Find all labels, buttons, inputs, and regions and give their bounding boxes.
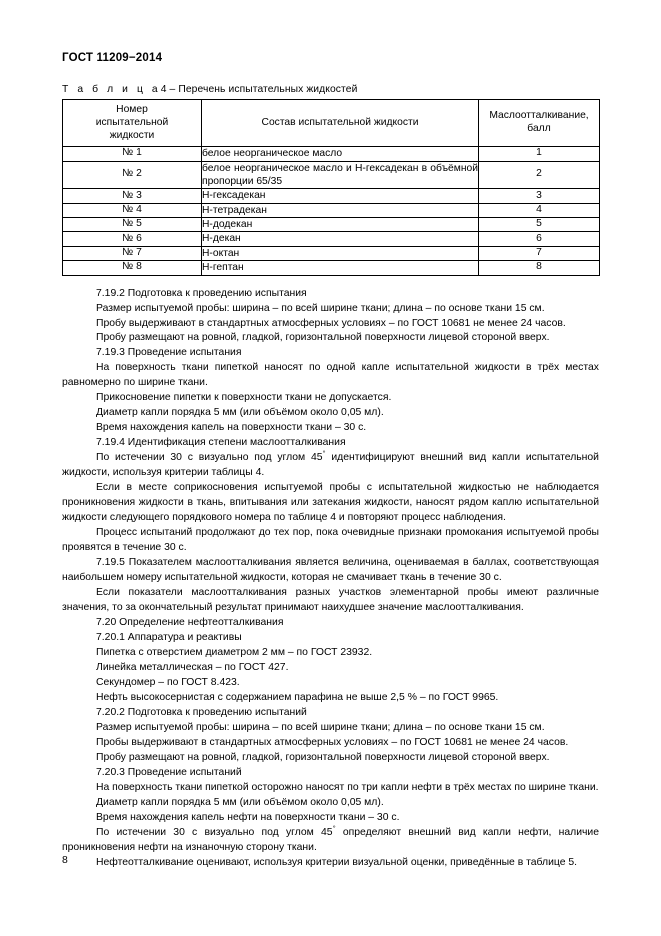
cell-number: № 4 (63, 203, 202, 217)
apparatus-ruler-line: Линейка металлическая – по ГОСТ 427. (96, 662, 289, 674)
paragraph-test-continuation: Процесс испытаний продолжают до тех пор, пока очевидные признаки промокания испытуемой пробы проявятся в течение 30 с. (62, 527, 599, 554)
apparatus-stopwatch-line: Секундомер – по ГОСТ 8.423. (96, 677, 240, 689)
column-header-score-line1: Маслоотталкивание, (489, 110, 589, 122)
paragraph-oil-evaluation (62, 823, 599, 856)
clause-7-20-1-heading: 7.20.1 Аппаратура и реактивы (96, 632, 242, 644)
conditioning-line-2: Пробы выдерживают в стандартных атмосферных условиях – по ГОСТ 10681 не менее 24 часов. (96, 737, 569, 749)
paragraph-oil-drop-application: На поверхность ткани пипеткой осторожно наносят по три капли нефти в трёх местах по ширине ткани. (96, 782, 599, 794)
drop-diameter-line-2: Диаметр капли порядка 5 мм (или объёмом около 0,05 мл). (96, 797, 384, 808)
body-text (62, 287, 599, 871)
cell-score: 8 (479, 261, 600, 275)
placement-line: Пробу размещают на ровной, гладкой, горизонтальной поверхности лицевой стороной вверх. (96, 332, 550, 344)
clause-7-19-5-paragraph: 7.19.5 Показателем маслоотталкивания является величина, оцениваемая в баллах, соответствующая наибольшем номеру испытательной жидкости, которая не смачивает ткань в течение 30 с. (62, 557, 599, 584)
cell-composition: Н-гептан (202, 261, 479, 275)
clause-7-20-3-heading: 7.20.3 Проведение испытаний (96, 767, 242, 779)
cell-score: 3 (479, 189, 600, 203)
clause-7-19-4-heading: 7.19.4 Идентификация степени маслоотталкивания (96, 437, 346, 449)
cell-composition: Н-гексадекан (202, 189, 479, 203)
clause-7-19-2-heading: 7.19.2 Подготовка к проведению испытания (96, 287, 307, 299)
cell-score: 7 (479, 246, 600, 260)
cell-score: 4 (479, 203, 600, 217)
column-header-composition: Состав испытательной жидкости (202, 99, 479, 147)
cell-number: № 3 (63, 189, 202, 203)
dwell-time-line-2: Время нахождения капель нефти на поверхности ткани – 30 с. (96, 811, 400, 823)
oil-evaluation-text-part1: По истечении 30 с визуально под углом 45 (96, 826, 333, 838)
sample-size-line-2: Размер испытуемой пробы: ширина – по всей ширине ткани; длина – по основе ткани 15 см. (96, 722, 545, 734)
identification-text-part1: По истечении 30 с визуально под углом 45 (96, 452, 323, 464)
cell-composition: Н-тетрадекан (202, 203, 479, 217)
degree-icon: ° (322, 448, 326, 458)
table-row (63, 261, 600, 275)
page-number: 8 (62, 855, 68, 866)
standard-header: ГОСТ 11209−2014 (62, 52, 163, 64)
table-caption-text: 4 – Перечень испытательных жидкостей (160, 83, 358, 95)
clause-7-20-2-heading: 7.20.2 Подготовка к проведению испытаний (96, 707, 307, 719)
cell-composition: Н-декан (202, 232, 479, 246)
cell-number: № 5 (63, 218, 202, 232)
paragraph-no-penetration: Если в месте соприкосновения испытуемой пробы с испытательной жидкостью не наблюдается проникновения жидкости в ткань, впитывания или затекания жидкости, наносят рядом каплю испытательной жидкости следующего порядкового номера по таблице 4 и повторяют процесс наблюдения. (62, 482, 599, 524)
table-row (63, 203, 600, 217)
identification-text-part2: идентифицируют внешний вид капли испытательной жидкости, используя критерии таблицы 4. (62, 452, 599, 479)
table-caption-label: Т а б л и ц а (62, 83, 161, 95)
paragraph-oil-repellency-criteria: Нефтеотталкивание оценивают, используя критерии визуальной оценки, приведённые в таблице 5. (96, 856, 578, 868)
cell-composition: Н-октан (202, 246, 479, 260)
cell-score: 2 (479, 161, 600, 189)
page-content (62, 0, 599, 871)
cell-number: № 8 (63, 261, 202, 275)
clause-7-19-3-heading: 7.19.3 Проведение испытания (96, 347, 242, 359)
dwell-time-line: Время нахождения капель на поверхности ткани – 30 с. (96, 422, 367, 434)
cell-composition: белое неорганическое масло (202, 147, 479, 161)
cell-composition: Н-додекан (202, 218, 479, 232)
cell-number: № 7 (63, 246, 202, 260)
oil-evaluation-text-part2: определяют внешний вид капли нефти, наличие проникновения нефти на изнаночную сторону ткани. (62, 826, 599, 853)
table-row (63, 189, 600, 203)
cell-score: 5 (479, 218, 600, 232)
table-row (63, 147, 600, 161)
cell-composition: белое неорганическое масло и Н-гексадекан в объёмной пропорции 65/35 (202, 162, 478, 187)
cell-number: № 6 (63, 232, 202, 246)
pipette-contact-line: Прикосновение пипетки к поверхности ткани не допускается. (96, 392, 392, 404)
paragraph-identification (62, 448, 599, 481)
placement-line-2: Пробу размещают на ровной, гладкой, горизонтальной поверхности лицевой стороной вверх. (96, 752, 550, 764)
table-header-row (63, 99, 600, 147)
degree-icon: ° (332, 823, 336, 833)
column-header-score (479, 99, 600, 147)
column-header-number-line3: жидкости (109, 129, 155, 141)
conditioning-line: Пробу выдерживают в стандартных атмосферных условиях – по ГОСТ 10681 не менее 24 часов. (96, 317, 566, 329)
table-row (63, 218, 600, 232)
cell-score: 6 (479, 232, 600, 246)
column-header-number-line1: Номер (116, 103, 148, 115)
test-liquids-table (62, 99, 600, 276)
paragraph-drop-application: На поверхность ткани пипеткой наносят по одной капле испытательной жидкости в трёх местах равномерно по ширине ткани. (62, 362, 599, 389)
apparatus-pipette-line: Пипетка с отверстием диаметром 2 мм – по ГОСТ 23932. (96, 647, 373, 659)
cell-number: № 2 (63, 161, 202, 189)
reagent-oil-line: Нефть высокосернистая с содержанием парафина не выше 2,5 % – по ГОСТ 9965. (96, 692, 499, 704)
paragraph-worst-value: Если показатели маслоотталкивания разных участков элементарной пробы имеют различные значения, то за окончательный результат принимают наихудшее значение маслоотталкивания. (62, 587, 599, 614)
cell-score: 1 (479, 147, 600, 161)
table-body (63, 147, 600, 275)
column-header-score-line2: балл (527, 123, 551, 135)
table-row (63, 232, 600, 246)
column-header-number (63, 99, 202, 147)
table-row (63, 161, 600, 189)
clause-7-20-heading: 7.20 Определение нефтеотталкивания (96, 617, 284, 629)
column-header-number-line2: испытательной (95, 116, 169, 128)
table-row (63, 246, 600, 260)
table-caption (62, 84, 599, 95)
drop-diameter-line: Диаметр капли порядка 5 мм (или объёмом около 0,05 мл). (96, 407, 384, 419)
sample-size-line: Размер испытуемой пробы: ширина – по всей ширине ткани; длина – по основе ткани 15 см. (96, 302, 545, 314)
table-header (63, 99, 600, 147)
cell-number: № 1 (63, 147, 202, 161)
